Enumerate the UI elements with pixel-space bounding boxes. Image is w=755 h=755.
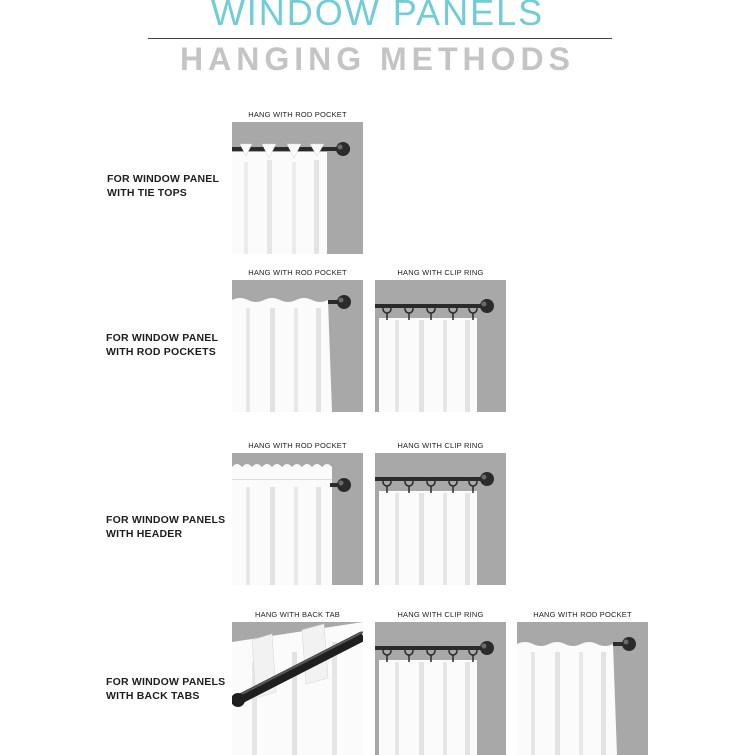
photo-clip-ring <box>375 280 506 412</box>
row-label-line: WITH ROD POCKETS <box>106 346 216 358</box>
row-label-tie-tops <box>107 172 219 200</box>
row-label-line: WITH HEADER <box>106 528 183 540</box>
method-caption: HANG WITH ROD POCKET <box>248 441 347 450</box>
method-caption: HANG WITH CLIP RING <box>397 441 484 450</box>
method-caption: HANG WITH ROD POCKET <box>533 610 632 619</box>
method-caption: HANG WITH CLIP RING <box>397 268 484 277</box>
photo-tie-top-rod-pocket <box>232 122 363 254</box>
row-label-rod-pockets <box>106 331 218 359</box>
method-caption: HANG WITH ROD POCKET <box>248 268 347 277</box>
title-divider <box>148 38 612 39</box>
photo-back-tab-rod-pocket <box>517 622 648 755</box>
row-label-header <box>106 513 225 541</box>
photo-back-tab <box>232 622 363 755</box>
photo-back-tab-clip-ring <box>375 622 506 755</box>
photo-header-rod-pocket <box>232 453 363 585</box>
method-caption: HANG WITH ROD POCKET <box>248 110 347 119</box>
row-label-line: WITH TIE TOPS <box>107 187 187 199</box>
row-label-line: FOR WINDOW PANELS <box>106 514 226 526</box>
page-title: WINDOW PANELS <box>210 0 545 33</box>
page-subtitle: HANGING METHODS <box>180 41 575 77</box>
row-label-line: WITH BACK TABS <box>106 690 200 702</box>
method-caption: HANG WITH BACK TAB <box>255 610 340 619</box>
row-label-line: FOR WINDOW PANEL <box>106 332 219 344</box>
photo-rod-pocket <box>232 280 363 412</box>
photo-header-clip-ring <box>375 453 506 585</box>
row-label-back-tabs <box>106 675 225 703</box>
method-caption: HANG WITH CLIP RING <box>397 610 484 619</box>
row-label-line: FOR WINDOW PANEL <box>107 173 220 185</box>
row-label-line: FOR WINDOW PANELS <box>106 676 226 688</box>
